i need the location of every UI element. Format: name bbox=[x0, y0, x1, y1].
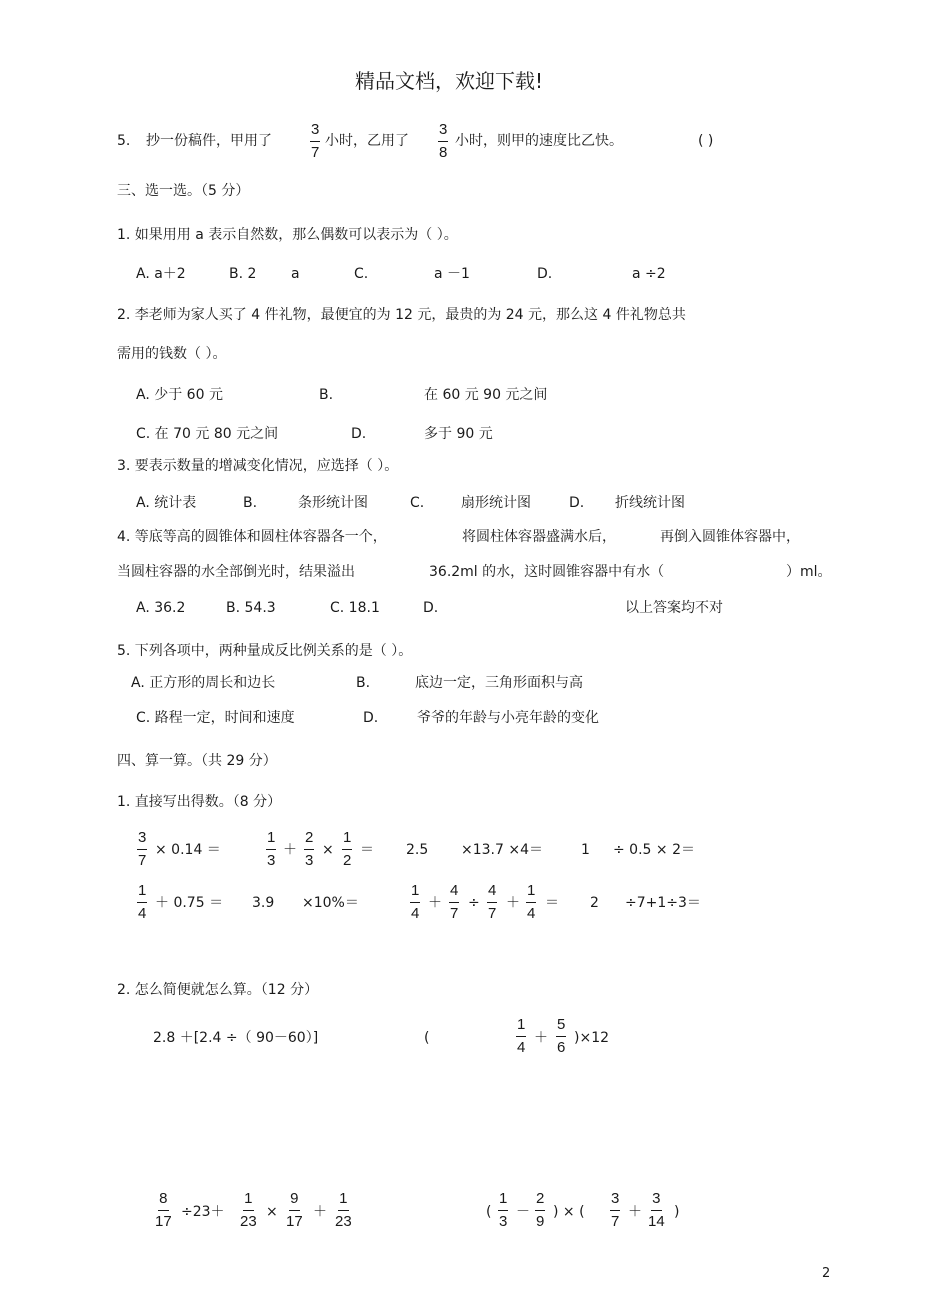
option-a: A. 统计表 bbox=[136, 495, 197, 511]
fraction: $\frac{1}{4}$ bbox=[527, 882, 536, 922]
section-heading: 三、选一选。（5 分） bbox=[117, 183, 250, 199]
option-d: D. bbox=[537, 266, 553, 282]
fraction: $\frac{1}{4}$ bbox=[138, 882, 147, 922]
question-stem: 4. 等底等高的圆锥体和圆柱体容器各一个， bbox=[117, 529, 387, 545]
fraction: $\frac{1}{23}$ bbox=[335, 1190, 352, 1230]
operator: ＋ bbox=[428, 895, 442, 911]
expression-text: ×13.7 ×4＝ bbox=[461, 842, 543, 858]
operator: ＋ bbox=[283, 842, 297, 858]
expression-text: ) × ( bbox=[553, 1204, 585, 1220]
option-d: D. bbox=[423, 600, 439, 616]
question-stem-part: 36.2ml 的水，这时圆锥容器中有水（ bbox=[429, 564, 665, 580]
operator: ＋ bbox=[506, 895, 520, 911]
fraction: $\frac{2}{3}$ bbox=[305, 829, 314, 869]
fraction: $\frac{8}{17}$ bbox=[155, 1190, 172, 1230]
option-d: D. bbox=[569, 495, 585, 511]
fraction: $\frac{4}{7}$ bbox=[450, 882, 459, 922]
expression-text: ＋ 0.75 ＝ bbox=[155, 895, 224, 911]
option-a: A. 36.2 bbox=[136, 600, 186, 616]
operator: ＝ bbox=[545, 895, 559, 911]
expression-text: 2.8 ＋[2.4 ÷（ 90－60）] bbox=[153, 1030, 319, 1046]
question-stem-cont: 当圆柱容器的水全部倒光时，结果溢出 bbox=[117, 564, 355, 580]
operator: ＝ bbox=[360, 842, 374, 858]
option-d-text: a ÷2 bbox=[632, 266, 666, 282]
option-d-text: 爷爷的年龄与小亮年龄的变化 bbox=[417, 710, 599, 726]
fraction: $\frac{3}{14}$ bbox=[648, 1190, 665, 1230]
expression-text: ) bbox=[674, 1204, 680, 1220]
option-a: A. 少于 60 元 bbox=[136, 387, 223, 403]
expression-text: )×12 bbox=[574, 1030, 610, 1046]
fraction: $\frac{2}{9}$ bbox=[536, 1190, 545, 1230]
option-c: C. 在 70 元 80 元之间 bbox=[136, 426, 279, 442]
expression-text: ×10%＝ bbox=[302, 895, 359, 911]
expression-text: × 0.14 ＝ bbox=[155, 842, 221, 858]
option-a: A. 正方形的周长和边长 bbox=[131, 675, 276, 691]
option-d: D. bbox=[351, 426, 367, 442]
fraction: $\frac{9}{17}$ bbox=[286, 1190, 303, 1230]
operator: ÷ bbox=[468, 895, 480, 911]
question-stem-part: ）ml。 bbox=[786, 564, 832, 580]
page-number: 2 bbox=[822, 1266, 831, 1281]
option-d-text: 多于 90 元 bbox=[424, 426, 493, 442]
option-b: B. bbox=[356, 675, 371, 691]
option-b: B. bbox=[319, 387, 334, 403]
judge-text-3: 小时，则甲的速度比乙快。 bbox=[455, 133, 623, 149]
fraction: $\frac{3}{7}$ bbox=[611, 1190, 620, 1230]
expression-text: ÷23＋ bbox=[181, 1204, 225, 1220]
operator: － bbox=[516, 1204, 530, 1220]
expression-text: ( bbox=[424, 1030, 430, 1046]
judge-text-2: 小时，乙用了 bbox=[325, 133, 409, 149]
fraction: $\frac{1}{4}$ bbox=[517, 1016, 526, 1056]
expression-text: 2.5 bbox=[406, 842, 429, 858]
option-c-text: 扇形统计图 bbox=[461, 495, 531, 511]
page-title: 精品文档，欢迎下载! bbox=[355, 69, 544, 93]
section-heading: 四、算一算。（共 29 分） bbox=[117, 753, 277, 769]
option-c: C. 路程一定，时间和速度 bbox=[136, 710, 295, 726]
subsection-heading: 2. 怎么简便就怎么算。（12 分） bbox=[117, 982, 319, 998]
option-b: B. 54.3 bbox=[226, 600, 276, 616]
expression-text: ( bbox=[486, 1204, 492, 1220]
option-b-text: a bbox=[291, 266, 300, 282]
option-b-text: 条形统计图 bbox=[298, 495, 368, 511]
option-d-text: 以上答案均不对 bbox=[625, 600, 723, 616]
fraction: $\frac{3}{7}$ bbox=[138, 829, 147, 869]
question-stem-part: 将圆柱体容器盛满水后， bbox=[462, 529, 616, 545]
fraction: $\frac{5}{6}$ bbox=[557, 1016, 566, 1056]
operator: ＋ bbox=[628, 1204, 642, 1220]
question-stem: 2. 李老师为家人买了 4 件礼物，最便宜的为 12 元，最贵的为 24 元，那么这 4 件礼物总共 bbox=[117, 307, 686, 323]
operator: × bbox=[322, 842, 334, 858]
question-stem-cont: 需用的钱数（ ）。 bbox=[117, 346, 227, 362]
fraction: $\frac{3}{7}$ bbox=[311, 121, 320, 161]
expression-text: 1 bbox=[581, 842, 590, 858]
expression-text: 2 bbox=[590, 895, 599, 911]
expression-text: ÷7+1÷3＝ bbox=[625, 895, 701, 911]
option-c: C. 18.1 bbox=[330, 600, 380, 616]
option-b-text: 底边一定，三角形面积与高 bbox=[415, 675, 583, 691]
judge-number: 5. bbox=[117, 133, 131, 149]
option-b: B. bbox=[243, 495, 258, 511]
question-stem-part: 再倒入圆锥体容器中， bbox=[660, 529, 800, 545]
operator: ＋ bbox=[534, 1030, 548, 1046]
option-a: A. a＋2 bbox=[136, 266, 186, 282]
fraction: $\frac{3}{8}$ bbox=[439, 121, 448, 161]
fraction: $\frac{1}{2}$ bbox=[343, 829, 352, 869]
subsection-heading: 1. 直接写出得数。（8 分） bbox=[117, 794, 282, 810]
expression-text: 3.9 bbox=[252, 895, 275, 911]
option-b-text: 在 60 元 90 元之间 bbox=[424, 387, 548, 403]
operator: × bbox=[266, 1204, 278, 1220]
option-d: D. bbox=[363, 710, 379, 726]
fraction: $\frac{1}{4}$ bbox=[411, 882, 420, 922]
question-stem: 1. 如果用用 a 表示自然数，那么偶数可以表示为（ ）。 bbox=[117, 227, 458, 243]
fraction: $\frac{4}{7}$ bbox=[488, 882, 497, 922]
option-c-text: a －1 bbox=[434, 266, 470, 282]
question-stem: 5. 下列各项中，两种量成反比例关系的是（ ）。 bbox=[117, 643, 413, 659]
fraction: $\frac{1}{3}$ bbox=[499, 1190, 508, 1230]
fraction: $\frac{1}{3}$ bbox=[267, 829, 276, 869]
expression-text: ÷ 0.5 × 2＝ bbox=[613, 842, 695, 858]
option-d-text: 折线统计图 bbox=[615, 495, 685, 511]
option-c: C. bbox=[410, 495, 425, 511]
operator: ＋ bbox=[313, 1204, 327, 1220]
option-c: C. bbox=[354, 266, 369, 282]
question-stem: 3. 要表示数量的增减变化情况，应选择（ ）。 bbox=[117, 458, 399, 474]
fraction: $\frac{1}{23}$ bbox=[240, 1190, 257, 1230]
option-b: B. 2 bbox=[229, 266, 257, 282]
answer-paren: ( ) bbox=[698, 133, 714, 149]
judge-text-1: 抄一份稿件，甲用了 bbox=[146, 133, 272, 149]
